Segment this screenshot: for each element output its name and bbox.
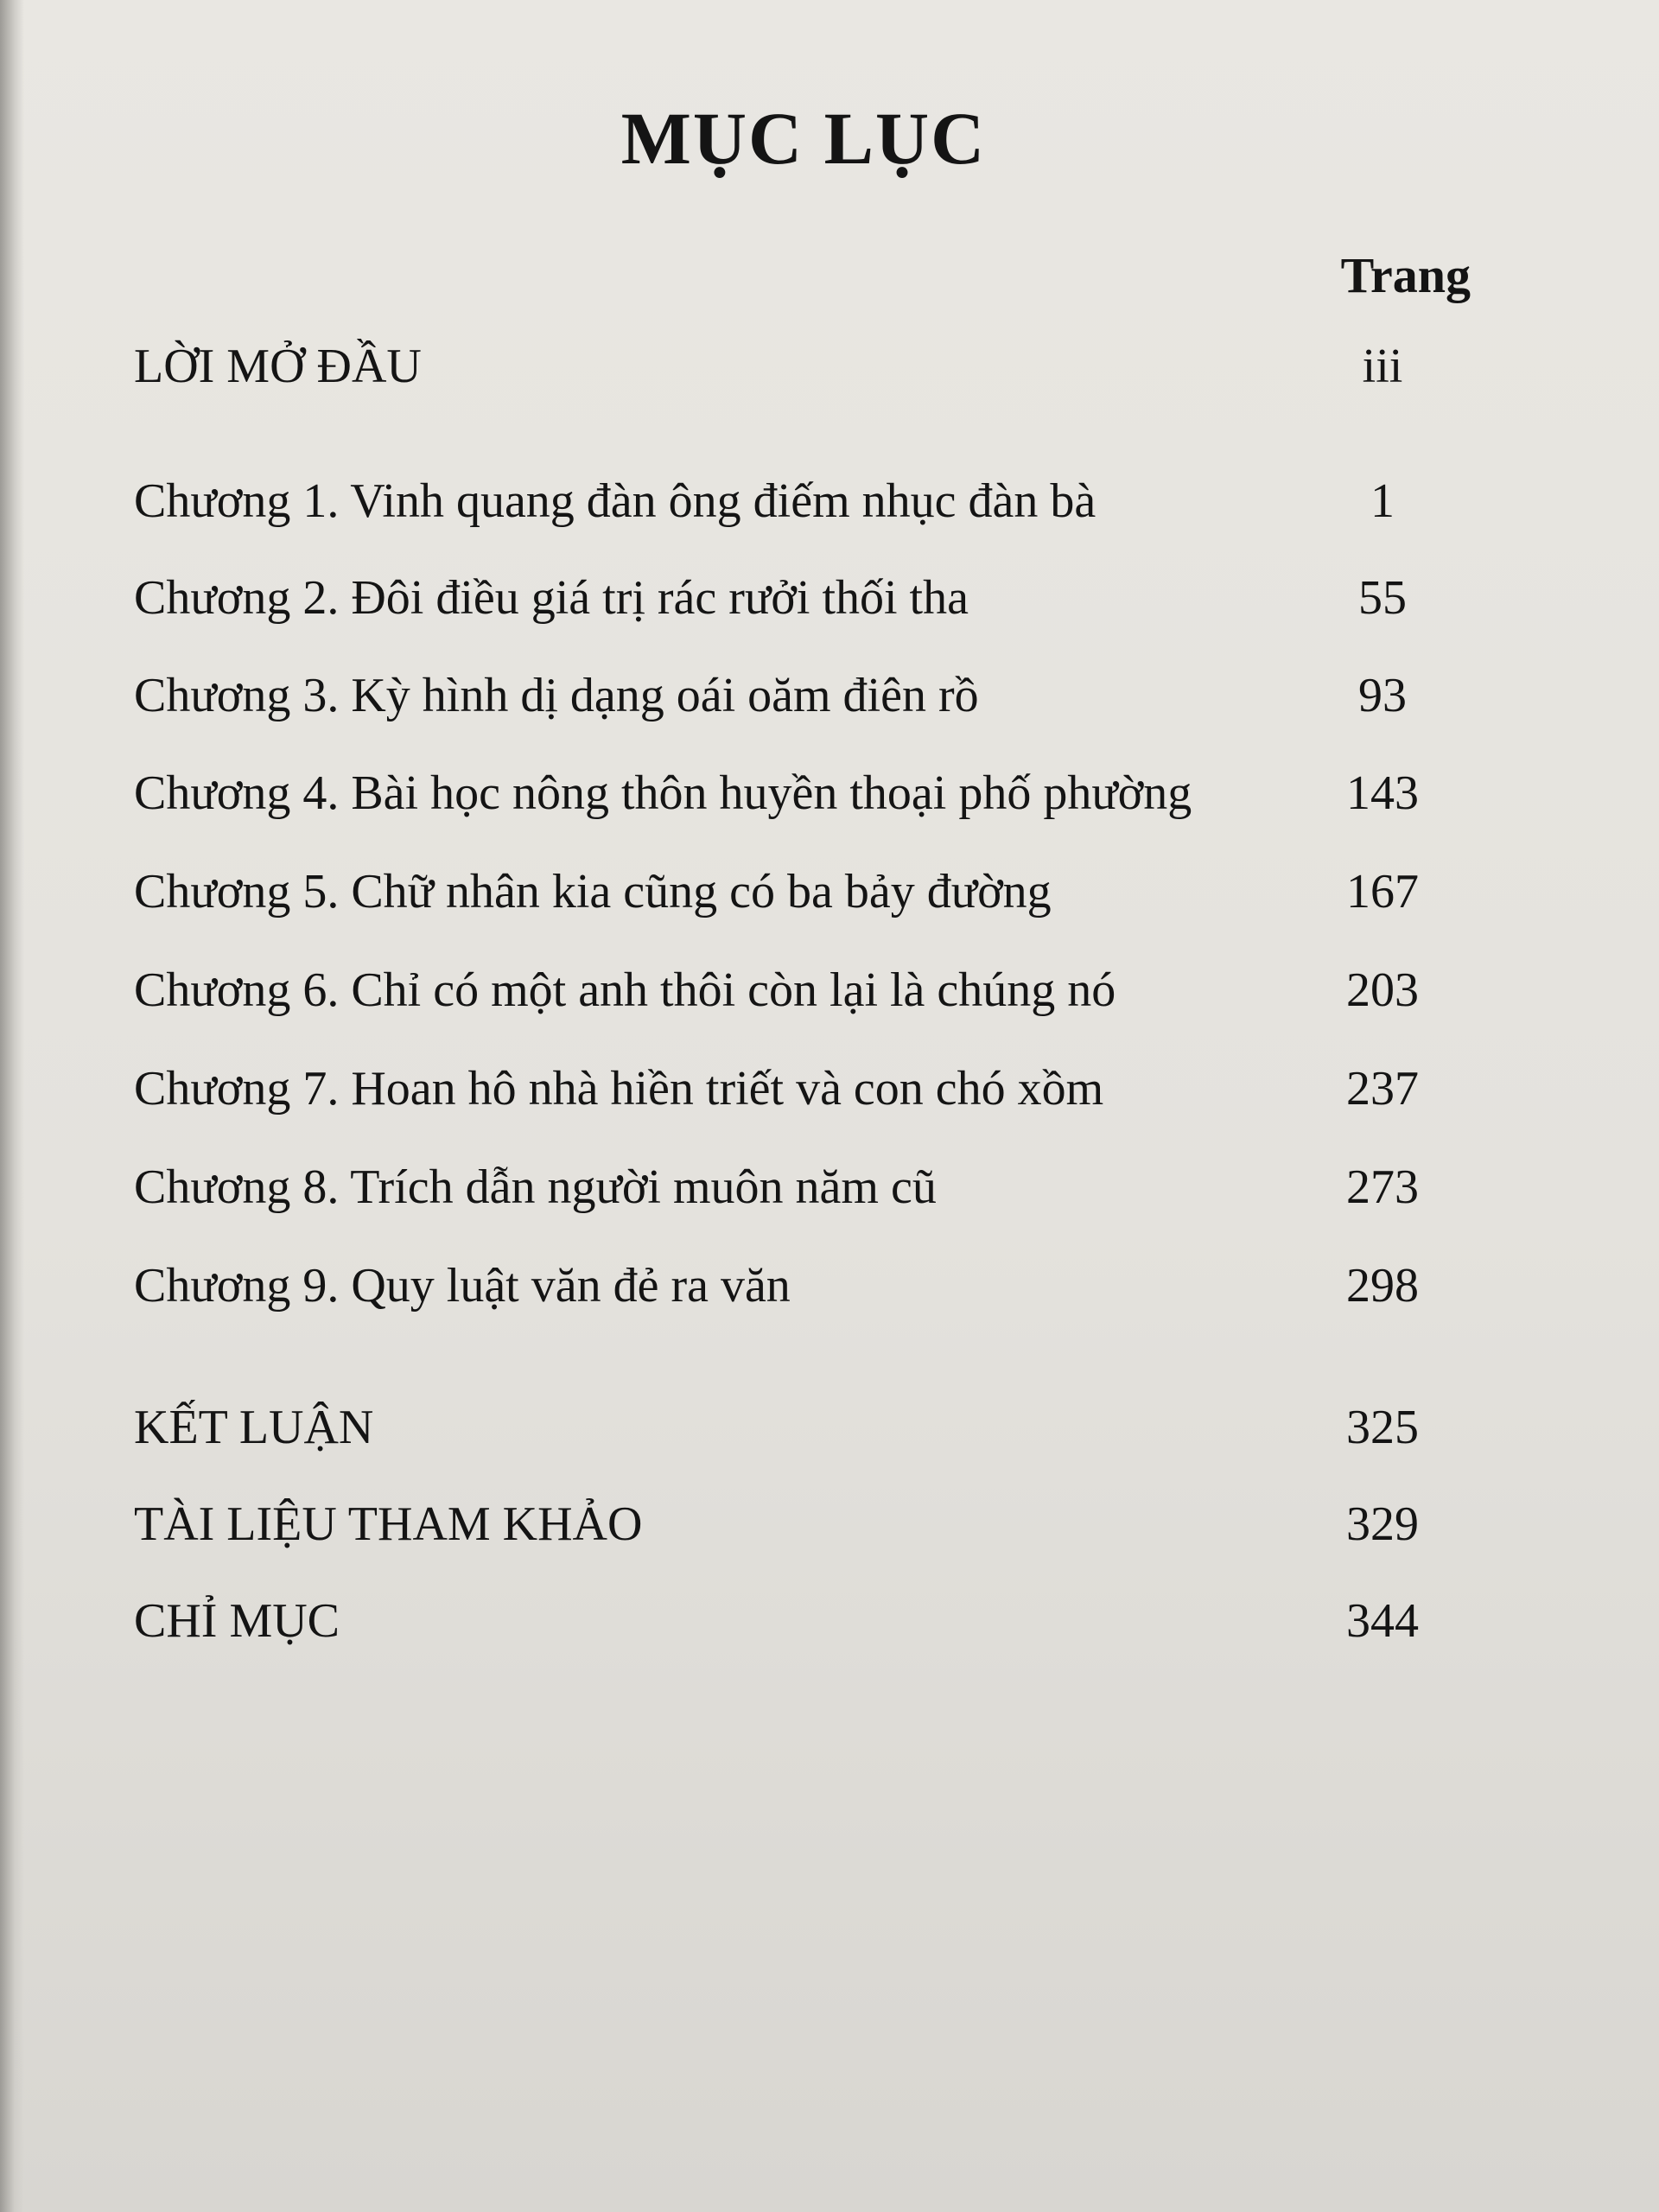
- toc-entry-label: Chương 5. Chữ nhân kia cũng có ba bảy đường: [134, 865, 1052, 918]
- spine-shadow: [0, 0, 24, 2212]
- toc-entry-page: 167: [1346, 865, 1419, 918]
- toc-entry-label: CHỈ MỤC: [134, 1594, 340, 1648]
- toc-entry-page: 344: [1346, 1594, 1419, 1648]
- toc-entry-label: KẾT LUẬN: [134, 1401, 374, 1454]
- toc-entry-label: Chương 3. Kỳ hình dị dạng oái oăm điên rồ: [134, 669, 979, 722]
- toc-entry-label: Chương 2. Đôi điều giá trị rác rưởi thối tha: [134, 571, 969, 625]
- toc-entry: [134, 1593, 1447, 1662]
- toc-entry: [134, 864, 1447, 933]
- toc-entry: [134, 1160, 1447, 1229]
- toc-entry: [134, 339, 1447, 408]
- toc-entry-page: 329: [1346, 1497, 1419, 1551]
- toc-entry-page: 93: [1358, 669, 1407, 722]
- toc-entry-label: LỜI MỞ ĐẦU: [134, 340, 422, 393]
- toc-entry-page: 1: [1370, 474, 1395, 528]
- toc-entry: [134, 570, 1447, 639]
- page-title: MỤC LỤC: [620, 97, 987, 180]
- toc-entry-page: 55: [1358, 571, 1407, 625]
- toc-entry-page: 298: [1346, 1259, 1419, 1313]
- toc-entry: [134, 963, 1447, 1032]
- toc-entry: [134, 1258, 1447, 1327]
- toc-entry-page: 143: [1346, 766, 1419, 820]
- toc-entry-label: Chương 9. Quy luật văn đẻ ra văn: [134, 1259, 791, 1313]
- toc-entry: [134, 1061, 1447, 1130]
- toc-entry: [134, 1497, 1447, 1566]
- toc-entry-page: 237: [1346, 1062, 1419, 1116]
- toc-entry-page: 203: [1346, 963, 1419, 1017]
- toc-entry-label: Chương 8. Trích dẫn người muôn năm cũ: [134, 1160, 937, 1214]
- toc-entry-page: 325: [1346, 1401, 1419, 1454]
- page-column-header: Trang: [1340, 247, 1471, 303]
- toc-entry-page: iii: [1362, 340, 1403, 393]
- toc-entry-page: 273: [1346, 1160, 1419, 1214]
- toc-entry-label: Chương 4. Bài học nông thôn huyền thoại phố phường: [134, 766, 1192, 820]
- toc-entry: [134, 474, 1447, 543]
- toc-entry-label: Chương 6. Chỉ có một anh thôi còn lại là chúng nó: [134, 963, 1116, 1017]
- toc-entry: [134, 668, 1447, 737]
- toc-entry-label: TÀI LIỆU THAM KHẢO: [134, 1497, 643, 1551]
- toc-entry: [134, 766, 1447, 835]
- toc-entry: [134, 1400, 1447, 1469]
- toc-entry-label: Chương 7. Hoan hô nhà hiền triết và con chó xồm: [134, 1062, 1104, 1116]
- toc-entry-label: Chương 1. Vinh quang đàn ông điếm nhục đàn bà: [134, 474, 1096, 528]
